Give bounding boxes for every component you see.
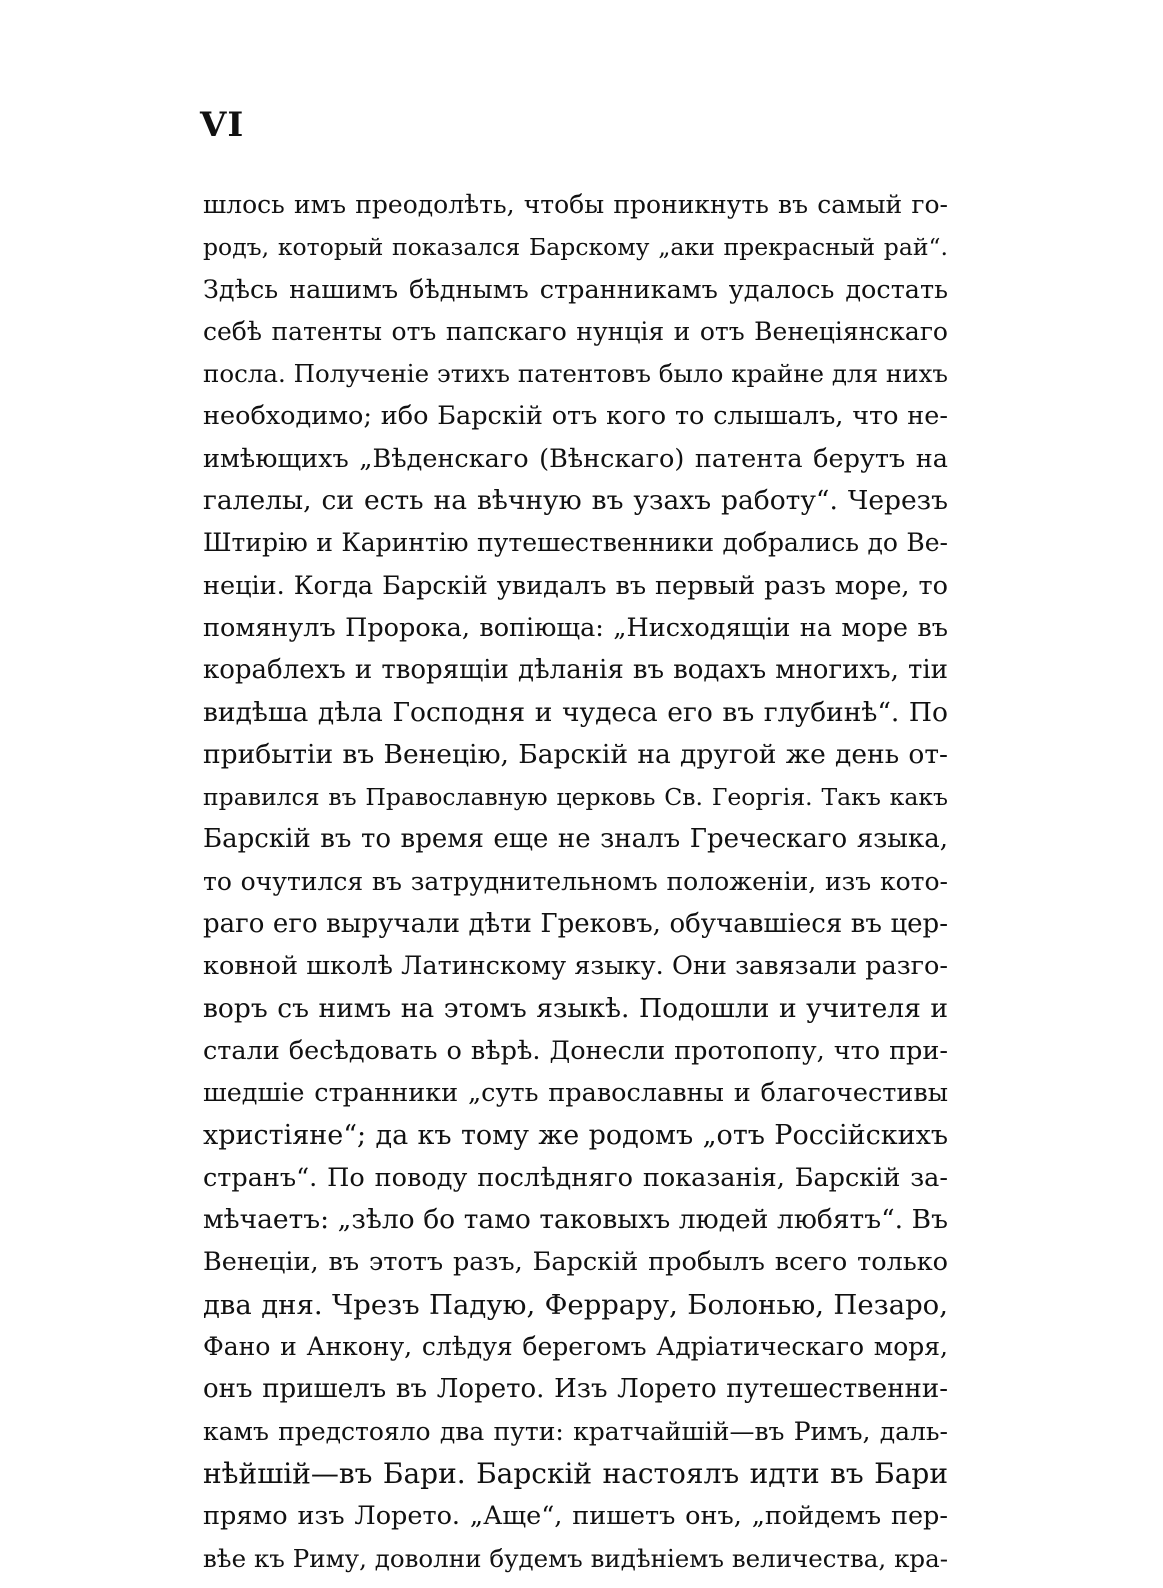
text-line: имѣющихъ „Вѣденскаго (Вѣнскаго) патента берутъ на <box>203 443 948 474</box>
text-line: ковной школѣ Латинскому языку. Они завязали разго- <box>203 951 948 982</box>
text-line: галелы, си есть на вѣчную въ узахъ работу“. Черезъ <box>203 485 948 517</box>
text-line: шлось имъ преодолѣть, чтобы проникнуть въ самый го- <box>203 190 948 219</box>
text-line: прямо изъ Лорето. „Аще“, пишетъ онъ, „пойдемъ пер- <box>203 1501 948 1532</box>
text-line: помянулъ Пророка, вопіюща: „Нисходящіи на море въ <box>203 612 948 643</box>
text-line: себѣ патенты отъ папскаго нунція и отъ Венеціянскаго <box>203 316 948 346</box>
text-line: Венеціи, въ этотъ разъ, Барскій пробылъ всего только <box>203 1247 948 1278</box>
text-line: то очутился въ затруднительномъ положеніи, изъ кото- <box>203 866 948 896</box>
text-line: стали бесѣдовать о вѣрѣ. Донесли протопопу, что при- <box>203 1035 948 1066</box>
text-line: прибытіи въ Венецію, Барскій на другой же день от- <box>203 738 948 770</box>
text-line: кораблехъ и творящіи дѣланія въ водахъ многихъ, тіи <box>203 655 948 686</box>
text-line: вѣе къ Риму, доволни будемъ видѣніемъ величества, кра- <box>203 1543 948 1573</box>
text-line: шедшіе странники „суть православны и благочестивы <box>203 1078 948 1109</box>
text-line: неціи. Когда Барскій увидалъ въ первый разъ море, то <box>203 570 948 601</box>
page-number: VI <box>200 105 245 145</box>
text-line: онъ пришелъ въ Лорето. Изъ Лорето путешественни- <box>203 1374 948 1405</box>
text-line: христіяне“; да къ тому же родомъ „отъ Россійскихъ <box>203 1119 948 1151</box>
body-text <box>203 184 948 1580</box>
text-line: необходимо; ибо Барскій отъ кого то слышалъ, что не- <box>203 401 948 432</box>
text-line: странъ“. По поводу послѣдняго показанія, Барскій за- <box>203 1162 948 1193</box>
text-line: нѣйшій—въ Бари. Барскій настоялъ идти въ Бари <box>203 1456 948 1490</box>
text-line: Штирію и Каринтію путешественники добрались до Ве- <box>203 528 948 558</box>
text-line: правился въ Православную церковь Св. Георгія. Такъ какъ <box>203 783 948 812</box>
text-line: родъ, который показался Барскому „аки прекрасный рай“. <box>203 233 948 262</box>
text-line: мѣчаетъ: „зѣло бо тамо таковыхъ людей любятъ“. Въ <box>203 1204 948 1236</box>
text-line: Здѣсь нашимъ бѣднымъ странникамъ удалось достать <box>203 274 948 305</box>
text-line: раго его выручали дѣти Грековъ, обучавшіеся въ цер- <box>203 909 948 940</box>
text-line: Барскій въ то время еще не зналъ Греческаго языка, <box>203 824 948 855</box>
text-line: два дня. Чрезъ Падую, Феррару, Болонью, Пезаро, <box>203 1288 948 1321</box>
text-line: посла. Полученіе этихъ патентовъ было крайне для нихъ <box>203 359 948 389</box>
text-line: Фано и Анкону, слѣдуя берегомъ Адріатическаго моря, <box>203 1332 948 1362</box>
text-line: видѣша дѣла Господня и чудеса его въ глубинѣ“. По <box>203 696 948 728</box>
text-line: воръ съ нимъ на этомъ языкѣ. Подошли и учителя и <box>203 992 948 1024</box>
text-line: камъ предстояло два пути: кратчайшій—въ Римъ, даль- <box>203 1416 948 1446</box>
